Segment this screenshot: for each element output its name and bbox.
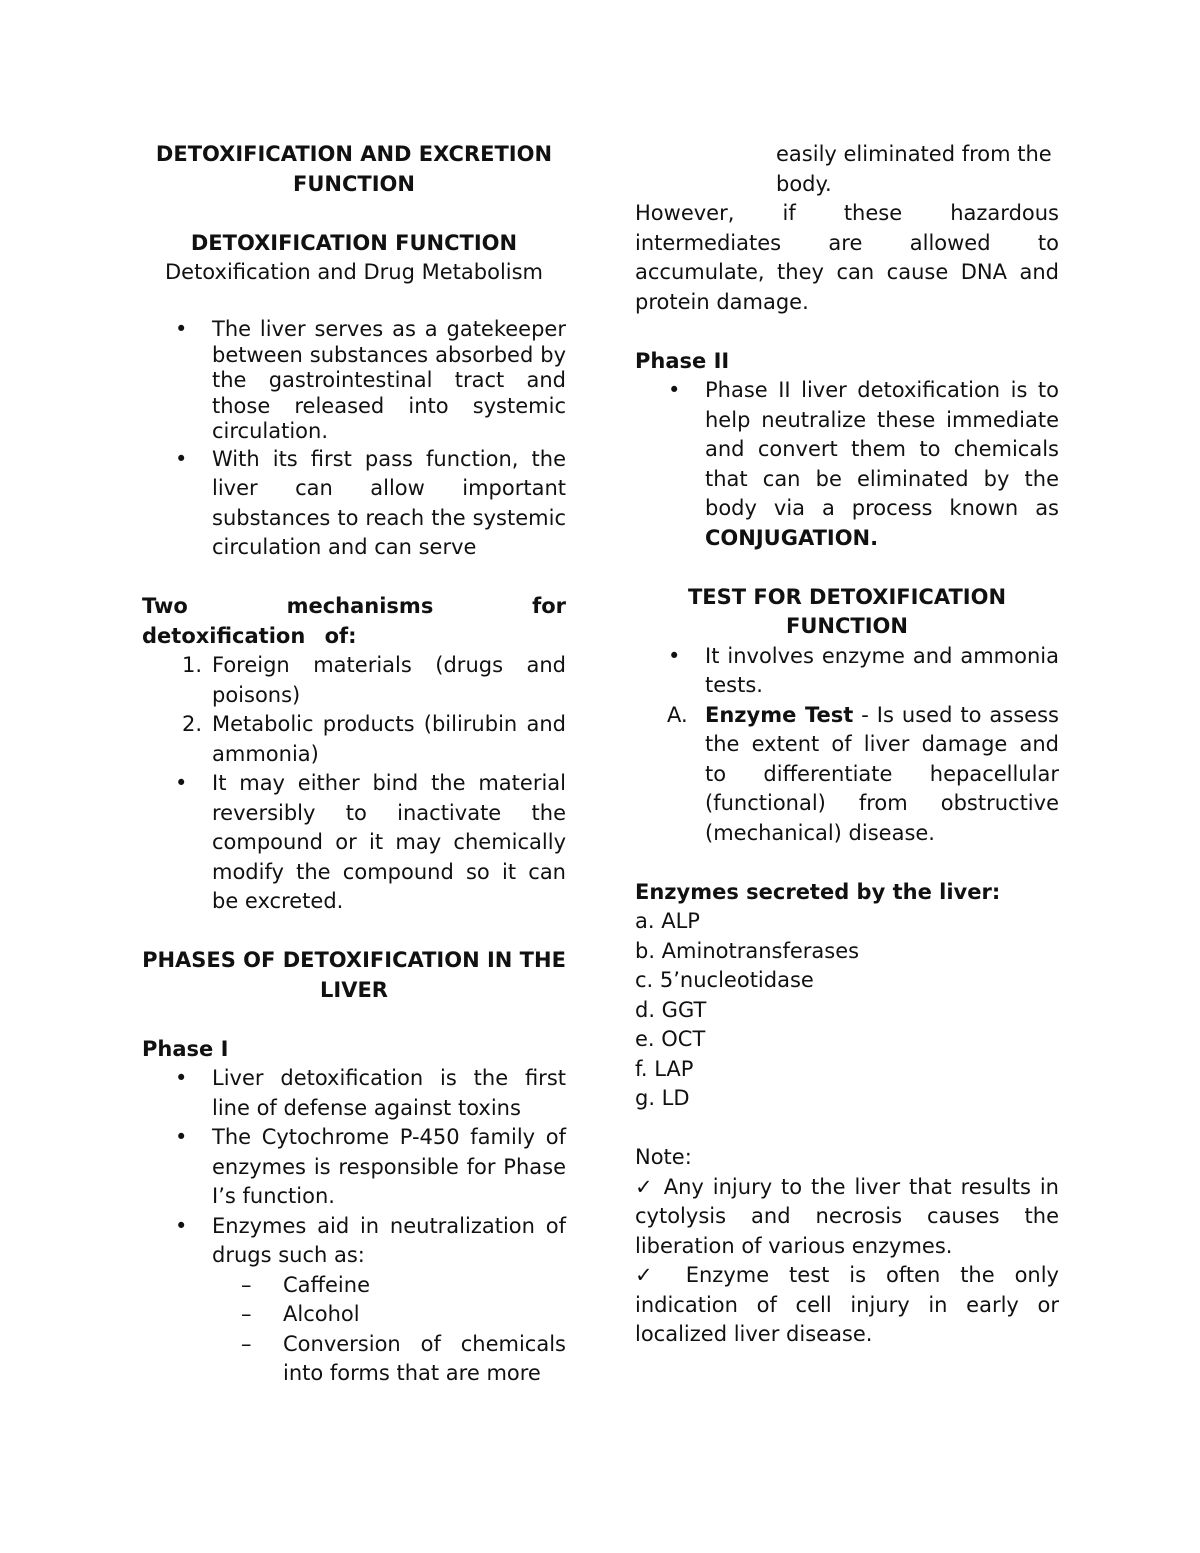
phase2-heading: Phase II [635,348,730,373]
list-item: • Enzymes aid in neutralization of drugs such as: [175,1213,566,1267]
list-item: – Alcohol [283,1300,566,1330]
list-item: d. GGT [635,997,707,1022]
list-item: • Phase II liver detoxification is to help neutralize these immediate and convert them to chemicals that can be eliminated by the body via a process known as CONJUGATION. [668,378,1059,550]
enzyme-list [635,907,1059,1114]
however-paragraph: However, if these hazardous intermediates are allowed to accumulate, they can cause DNA and protein damage. [635,201,1059,314]
list-item: a. ALP [635,909,700,933]
continued-text: easily eliminated from the body. [776,142,1052,196]
left-column [142,140,566,1389]
enzymes-heading: Enzymes secreted by the liver: [635,879,1001,904]
dash-icon: – [241,1272,252,1297]
bullet-icon: • [175,1125,188,1149]
test-heading: TEST FOR DETOXIFICATION FUNCTION [687,584,1007,638]
conjugation-term: CONJUGATION. [705,525,879,550]
note-item: ✓ Enzyme test is often the only indication of cell injury in early or localized liver disease. [635,1263,1059,1346]
bullet-icon: • [175,771,188,795]
note-label: Note: [635,1145,692,1169]
right-column [635,140,1059,1350]
document-title: DETOXIFICATION AND EXCRETION FUNCTION [155,142,553,196]
list-item: • It involves enzyme and ammonia tests. [668,643,1059,697]
bullet-icon: • [175,446,188,471]
section-heading-detoxification: DETOXIFICATION FUNCTION [190,230,518,255]
bullet-icon: • [668,378,681,402]
bullet-icon: • [175,317,188,341]
list-item: b. Aminotransferases [635,938,860,963]
list-item: f. LAP [635,1056,694,1081]
list-item: c. 5’nucleotidase [635,968,814,992]
list-item: g. LD [635,1086,690,1110]
list-item: A. Enzyme Test - Is used to assess the extent of liver damage and to differentiate hepacellular (functional) from obstructive (mechanical) disease. [667,702,1059,845]
enzyme-test-label: Enzyme Test [705,702,854,727]
list-item: • Liver detoxification is the first line of defense against toxins [175,1066,566,1120]
mechanisms-heading: Two mechanisms for detoxification of: [142,594,566,648]
list-item: • With its first pass function, the liver can allow important substances to reach the systemic circulation and can serve [175,446,566,559]
note-item: ✓ Any injury to the liver that results in cytolysis and necrosis causes the liberation of various enzymes. [635,1174,1059,1258]
section-subheading: Detoxification and Drug Metabolism [164,260,544,284]
phases-heading: PHASES OF DETOXIFICATION IN THE LIVER [142,948,566,1002]
dash-icon: – [241,1302,252,1326]
list-item: 1. Foreign materials (drugs and poisons) [181,653,566,707]
phase1-heading: Phase I [142,1036,229,1061]
bullet-icon: • [175,1213,188,1238]
list-item: • The Cytochrome P-450 family of enzymes is responsible for Phase I’s function. [175,1125,566,1208]
list-item: 2. Metabolic products (bilirubin and ammonia) [181,712,566,766]
list-item: • The liver serves as a gatekeeper between substances absorbed by the gastrointestinal tract and those released into systemic circulation. [175,317,566,443]
bullet-icon: • [175,1066,188,1090]
list-item: – Conversion of chemicals into forms that are more [241,1331,566,1385]
list-item: e. OCT [635,1027,706,1051]
dash-icon: – [241,1331,252,1356]
list-item: • It may either bind the material reversibly to inactivate the compound or it may chemically modify the compound so it can be excreted. [175,771,566,913]
list-item: – Caffeine [283,1271,566,1301]
bullet-icon: • [668,643,681,668]
